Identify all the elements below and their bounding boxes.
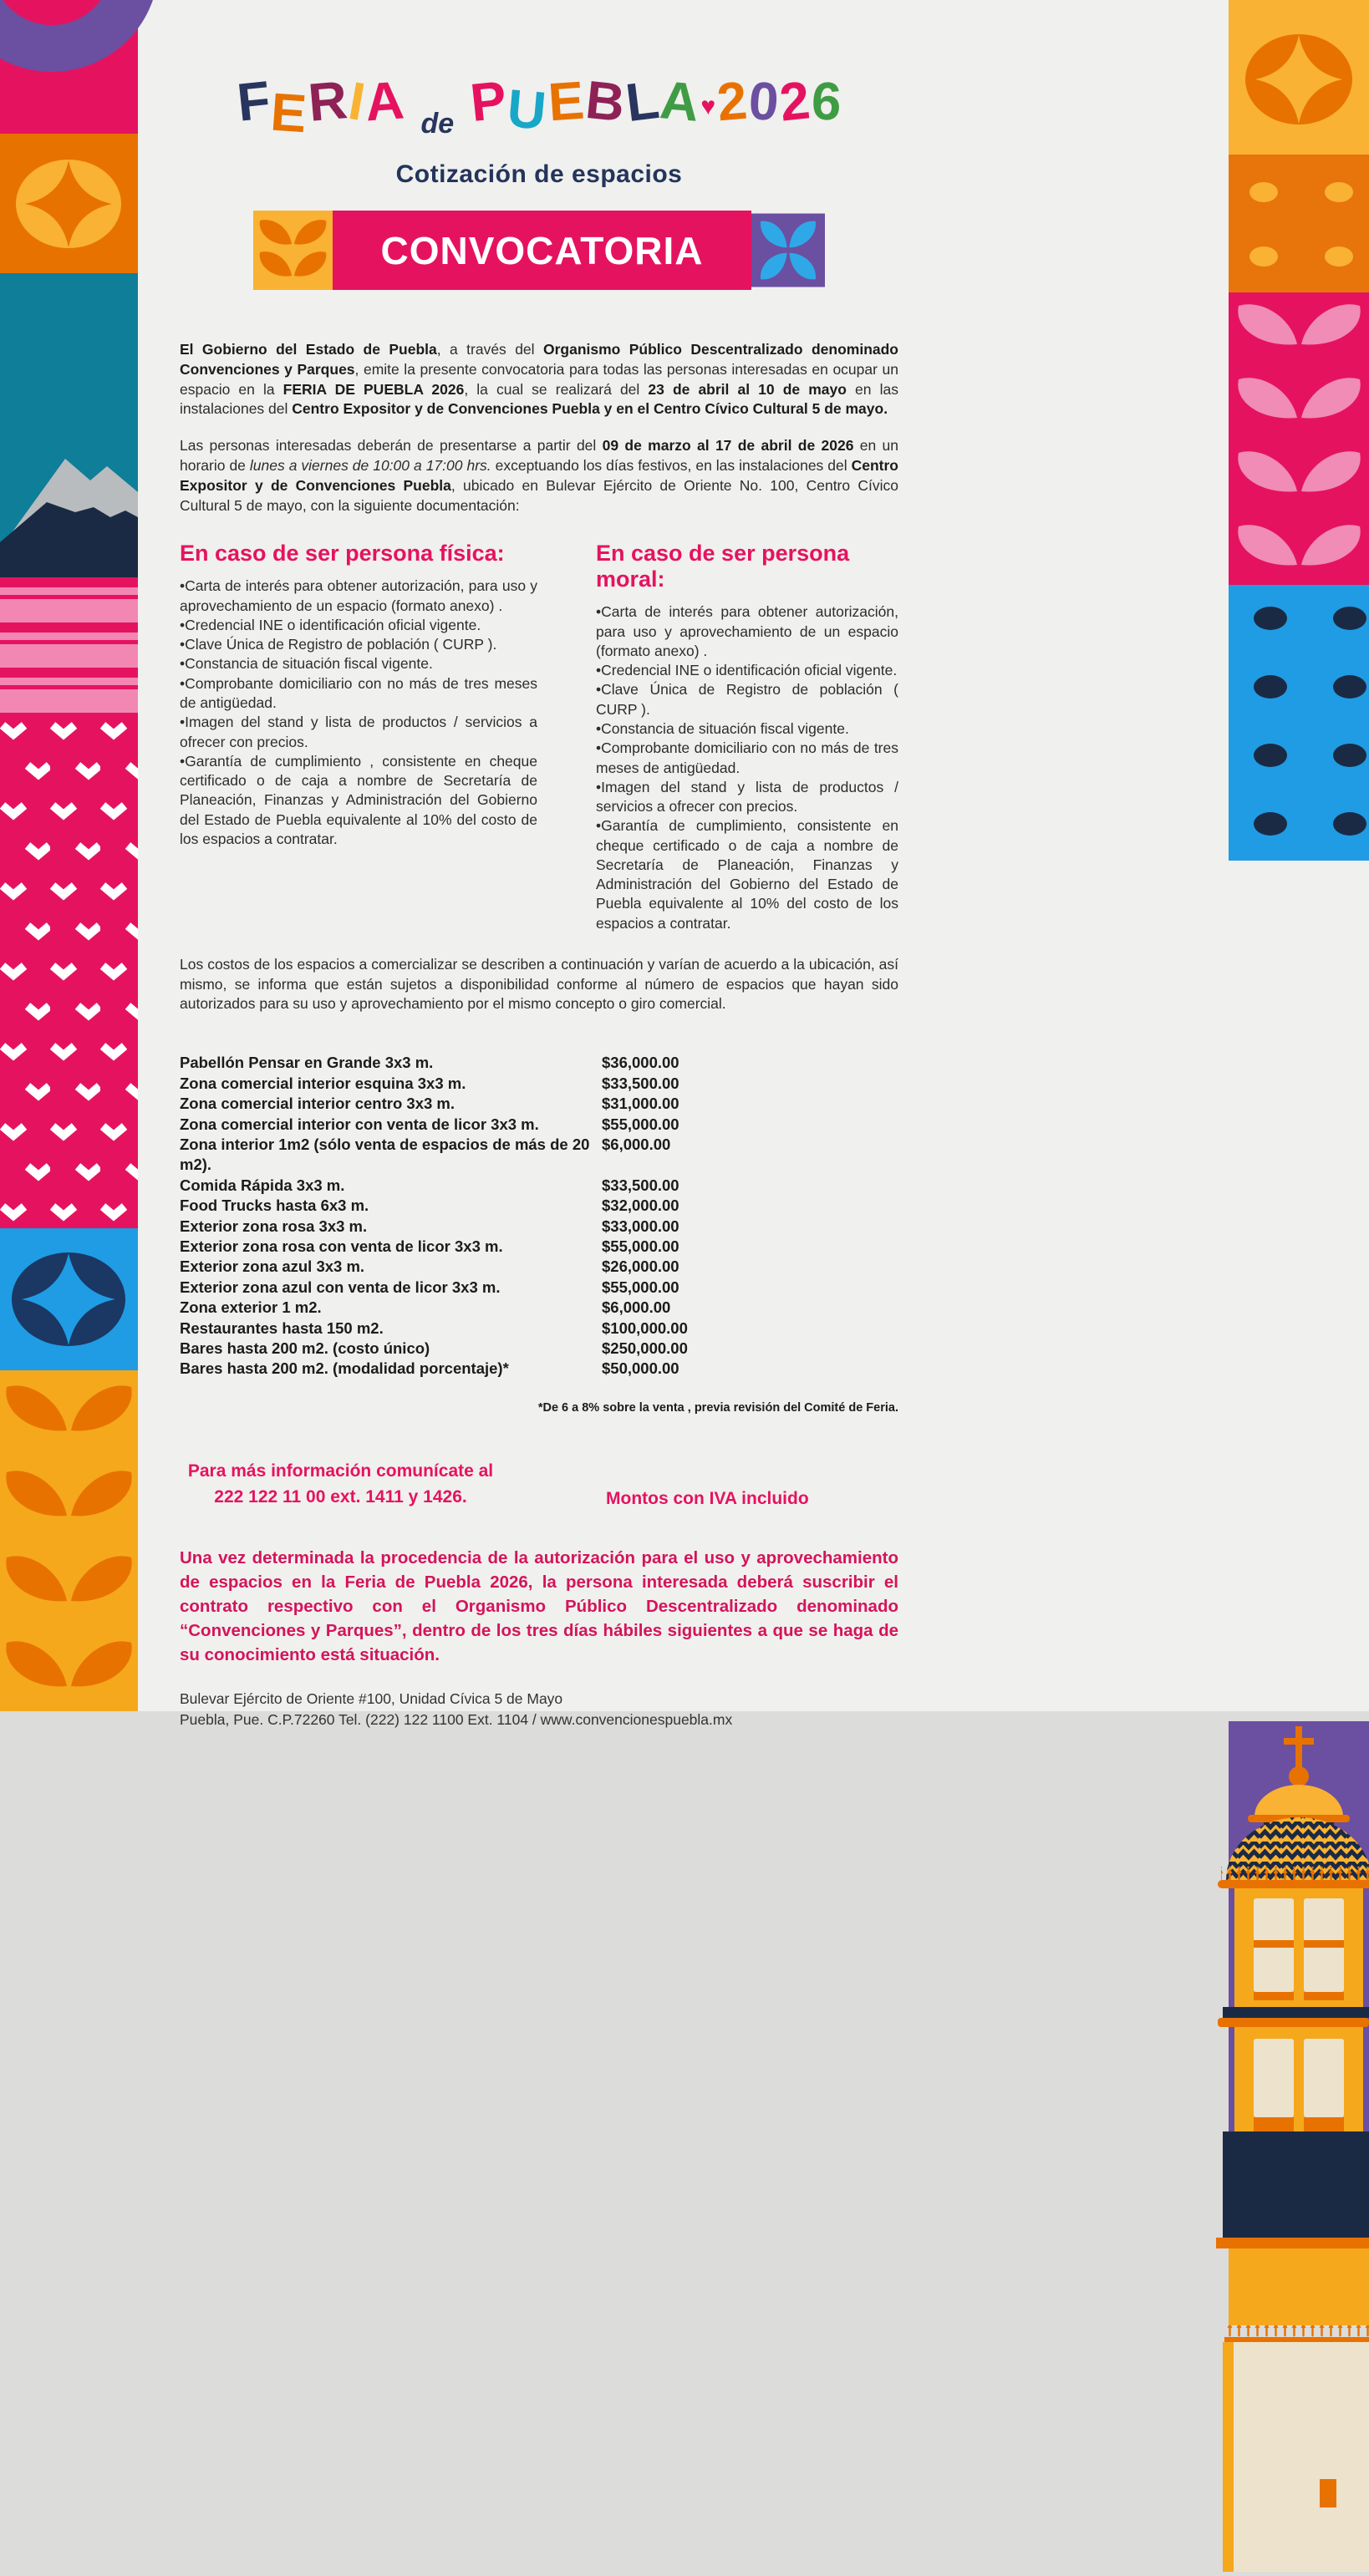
price-row	[180, 1176, 898, 1196]
persona-fisica-column	[180, 541, 537, 933]
requirement-item: •Carta de interés para obtener autorización, para uso y aprovechamiento de un espacio (formato anexo) .	[596, 603, 898, 659]
requirement-item: •Comprobante domiciliario con no más de tres meses de antigüedad.	[180, 674, 537, 711]
content-column	[180, 0, 898, 1730]
requirements-columns	[180, 541, 898, 933]
persona-moral-column	[596, 541, 898, 933]
iva-note: Montos con IVA incluido	[606, 1488, 809, 1508]
price-value: $33,000.00	[602, 1217, 679, 1235]
requirement-item: •Constancia de situación fiscal vigente.	[180, 655, 433, 673]
requirement-item: •Comprobante domiciliario con no más de tres meses de antigüedad.	[596, 739, 898, 776]
flower-motif-icon	[751, 211, 825, 290]
orange-star-ellipse-icon	[0, 134, 138, 273]
requirement-item: •Clave Única de Registro de población ( CURP ).	[180, 636, 497, 653]
price-table	[180, 1053, 898, 1379]
requirement-item: •Constancia de situación fiscal vigente.	[596, 719, 849, 737]
chevron-pattern-decoration	[0, 719, 138, 1228]
price-row	[180, 1094, 898, 1114]
yellow-star-ellipse-icon	[1229, 0, 1369, 155]
requirement-item: •Credencial INE o identificación oficial vigente.	[596, 662, 898, 679]
requirement-item: •Garantía de cumplimiento , consistente en cheque certificado o de caja a nombre de Secretaría de Planeación, Finanzas y Administración del Gobierno del Estado de Puebla equivalente al 10% del costo de los espacios a contratar.	[180, 752, 537, 847]
price-value: $100,000.00	[602, 1318, 688, 1337]
banner-title	[333, 211, 752, 290]
price-label: Bares hasta 200 m2. (costo único)	[180, 1339, 430, 1357]
price-label: Restaurantes hasta 150 m2.	[180, 1318, 384, 1337]
blue-dots-decoration	[1229, 585, 1369, 861]
price-value: $55,000.00	[602, 1237, 679, 1255]
price-value: $50,000.00	[602, 1359, 679, 1378]
price-row	[180, 1237, 898, 1257]
church-tower-illustration	[1216, 1721, 1356, 2572]
price-row	[180, 1053, 898, 1073]
requirement-item: •Imagen del stand y lista de productos / servicios a ofrecer con precios.	[596, 778, 898, 815]
price-label: Zona comercial interior esquina 3x3 m.	[180, 1074, 466, 1092]
price-value: $55,000.00	[602, 1115, 679, 1133]
requirement-item: •Carta de interés para obtener autorización, para uso y aprovechamiento de un espacio (formato anexo) .	[180, 577, 537, 614]
leaves-motif-icon	[253, 211, 333, 290]
wheat-leaves-decoration	[0, 1370, 138, 1711]
requirement-item: •Credencial INE o identificación oficial vigente.	[180, 616, 481, 633]
price-value: $6,000.00	[602, 1298, 671, 1317]
requirement-item: •Clave Única de Registro de población ( CURP ).	[596, 681, 898, 718]
left-decorative-border	[0, 0, 138, 1711]
persona-moral-title: En caso de ser persona moral:	[596, 541, 850, 592]
intro-paragraph-1: El Gobierno del Estado de Puebla, a través del Organismo Público Descentralizado denominado Convenciones y Parques, emite la presente convocatoria para todas las personas interesadas en ocupar un espacio en la FERIA DE PUEBLA 2026, la cual se realizará del 23 de abril al 10 de mayo en las instalaciones del Centro Expositor y de Convenciones Puebla y en el Centro Cívico Cultural 5 de mayo.	[180, 341, 898, 418]
contact-line-1: Para más información comunícate al	[187, 1461, 494, 1481]
price-label: Exterior zona rosa 3x3 m.	[180, 1217, 368, 1235]
right-decorative-border	[1229, 0, 1369, 1711]
price-label: Exterior zona azul 3x3 m.	[180, 1258, 365, 1276]
banner-title-text: CONVOCATORIA	[380, 228, 704, 272]
volcano-illustration	[0, 273, 138, 577]
contact-phone: 222 122 11 00 ext. 1411 y 1426.	[214, 1487, 467, 1507]
price-label: Zona interior 1m2 (sólo venta de espacios de más de 20 m2).	[180, 1135, 590, 1174]
price-footnote: *De 6 a 8% sobre la venta , previa revisión del Comité de Feria.	[537, 1400, 898, 1415]
price-value: $6,000.00	[602, 1135, 671, 1153]
price-label: Food Trucks hasta 6x3 m.	[180, 1197, 369, 1215]
price-row	[180, 1359, 898, 1379]
persona-fisica-title: En caso de ser persona física:	[180, 541, 505, 567]
price-value: $36,000.00	[602, 1054, 679, 1072]
price-value: $26,000.00	[602, 1258, 679, 1276]
price-label: Exterior zona azul con venta de licor 3x3 m.	[180, 1278, 501, 1296]
purple-arc-decoration	[0, 0, 138, 134]
price-label: Zona comercial interior centro 3x3 m.	[180, 1095, 455, 1113]
intro-paragraph-2: Las personas interesadas deberán de presentarse a partir del 09 de marzo al 17 de abril de 2026 en un horario de lunes a viernes de 10:00 a 17:00 hrs. exceptuando los días festivos, en las instalaciones del Centro Expositor y de Convenciones Puebla, ubicado en Bulevar Ejército de Oriente No. 100, Centro Cívico Cultural 5 de mayo, con la siguiente documentación:	[180, 437, 899, 514]
price-label: Bares hasta 200 m2. (modalidad porcentaje)*	[180, 1359, 509, 1378]
price-label: Comida Rápida 3x3 m.	[180, 1176, 345, 1194]
price-value: $32,000.00	[602, 1197, 679, 1215]
price-row	[180, 1318, 898, 1339]
orange-dots-decoration	[1229, 155, 1369, 292]
page-subtitle: Cotización de espacios	[395, 160, 683, 188]
price-row	[180, 1115, 898, 1135]
price-row	[180, 1217, 898, 1237]
price-label: Exterior zona rosa con venta de licor 3x3 m.	[180, 1237, 503, 1255]
price-label: Zona exterior 1 m2.	[180, 1298, 322, 1317]
requirement-item: •Imagen del stand y lista de productos / servicios a ofrecer con precios.	[180, 714, 537, 750]
price-row	[180, 1196, 898, 1216]
footer-address	[180, 1689, 898, 1730]
price-row	[180, 1298, 898, 1318]
price-row	[180, 1339, 898, 1359]
price-value: $31,000.00	[602, 1095, 679, 1113]
convocatoria-banner	[253, 211, 826, 290]
blue-star-ellipse-icon	[0, 1228, 138, 1370]
costs-note-paragraph: Los costos de los espacios a comercializar se describen a continuación y varían de acuerdo a la ubicación, así mismo, se informa que están sujetos a disponibilidad conforme al número de espacios que hayan sido autorizados para su uso y aprovechamiento por el mismo concepto o giro comercial.	[180, 955, 898, 1013]
price-label: Pabellón Pensar en Grande 3x3 m.	[180, 1054, 434, 1072]
contract-paragraph: Una vez determinada la procedencia de la autorización para el uso y aprovechamiento de espacios en la Feria de Puebla 2026, la persona interesada deberá suscribir el contrato respectivo con el Organismo Público Descentralizado denominado “Convenciones y Parques”, dentro de los tres días hábiles siguientes a que se haga de su conocimiento está situación.	[180, 1547, 898, 1665]
price-value: $55,000.00	[602, 1278, 679, 1296]
requirement-item: •Garantía de cumplimiento, consistente en cheque certificado o de caja a nombre de Secretaría de Planeación, Finanzas y Administración del Gobierno del Estado de Puebla equivalente al 10% del costo de los espacios a contratar.	[596, 817, 898, 932]
price-row	[180, 1074, 898, 1094]
footer-line-1: Bulevar Ejército de Oriente #100, Unidad Cívica 5 de Mayo	[180, 1690, 563, 1708]
price-value: $33,500.00	[602, 1074, 679, 1092]
persona-moral-list	[596, 602, 898, 933]
price-label: Zona comercial interior con venta de licor 3x3 m.	[180, 1115, 539, 1133]
price-row	[180, 1278, 898, 1298]
contact-info	[180, 1458, 501, 1511]
contact-row	[180, 1458, 898, 1511]
feria-de-puebla-2026-logo: FERIA de PUEBLA♥2026	[233, 69, 843, 145]
price-row	[180, 1257, 898, 1277]
price-row	[180, 1135, 898, 1176]
stripes-decoration	[0, 577, 138, 719]
pink-leaves-decoration	[1229, 292, 1369, 585]
price-value: $250,000.00	[602, 1339, 688, 1357]
persona-fisica-list	[180, 577, 537, 849]
footer-line-2: Puebla, Pue. C.P.72260 Tel. (222) 122 1100 Ext. 1104 / www.convencionespuebla.mx	[180, 1710, 733, 1728]
price-value: $33,500.00	[602, 1176, 679, 1194]
